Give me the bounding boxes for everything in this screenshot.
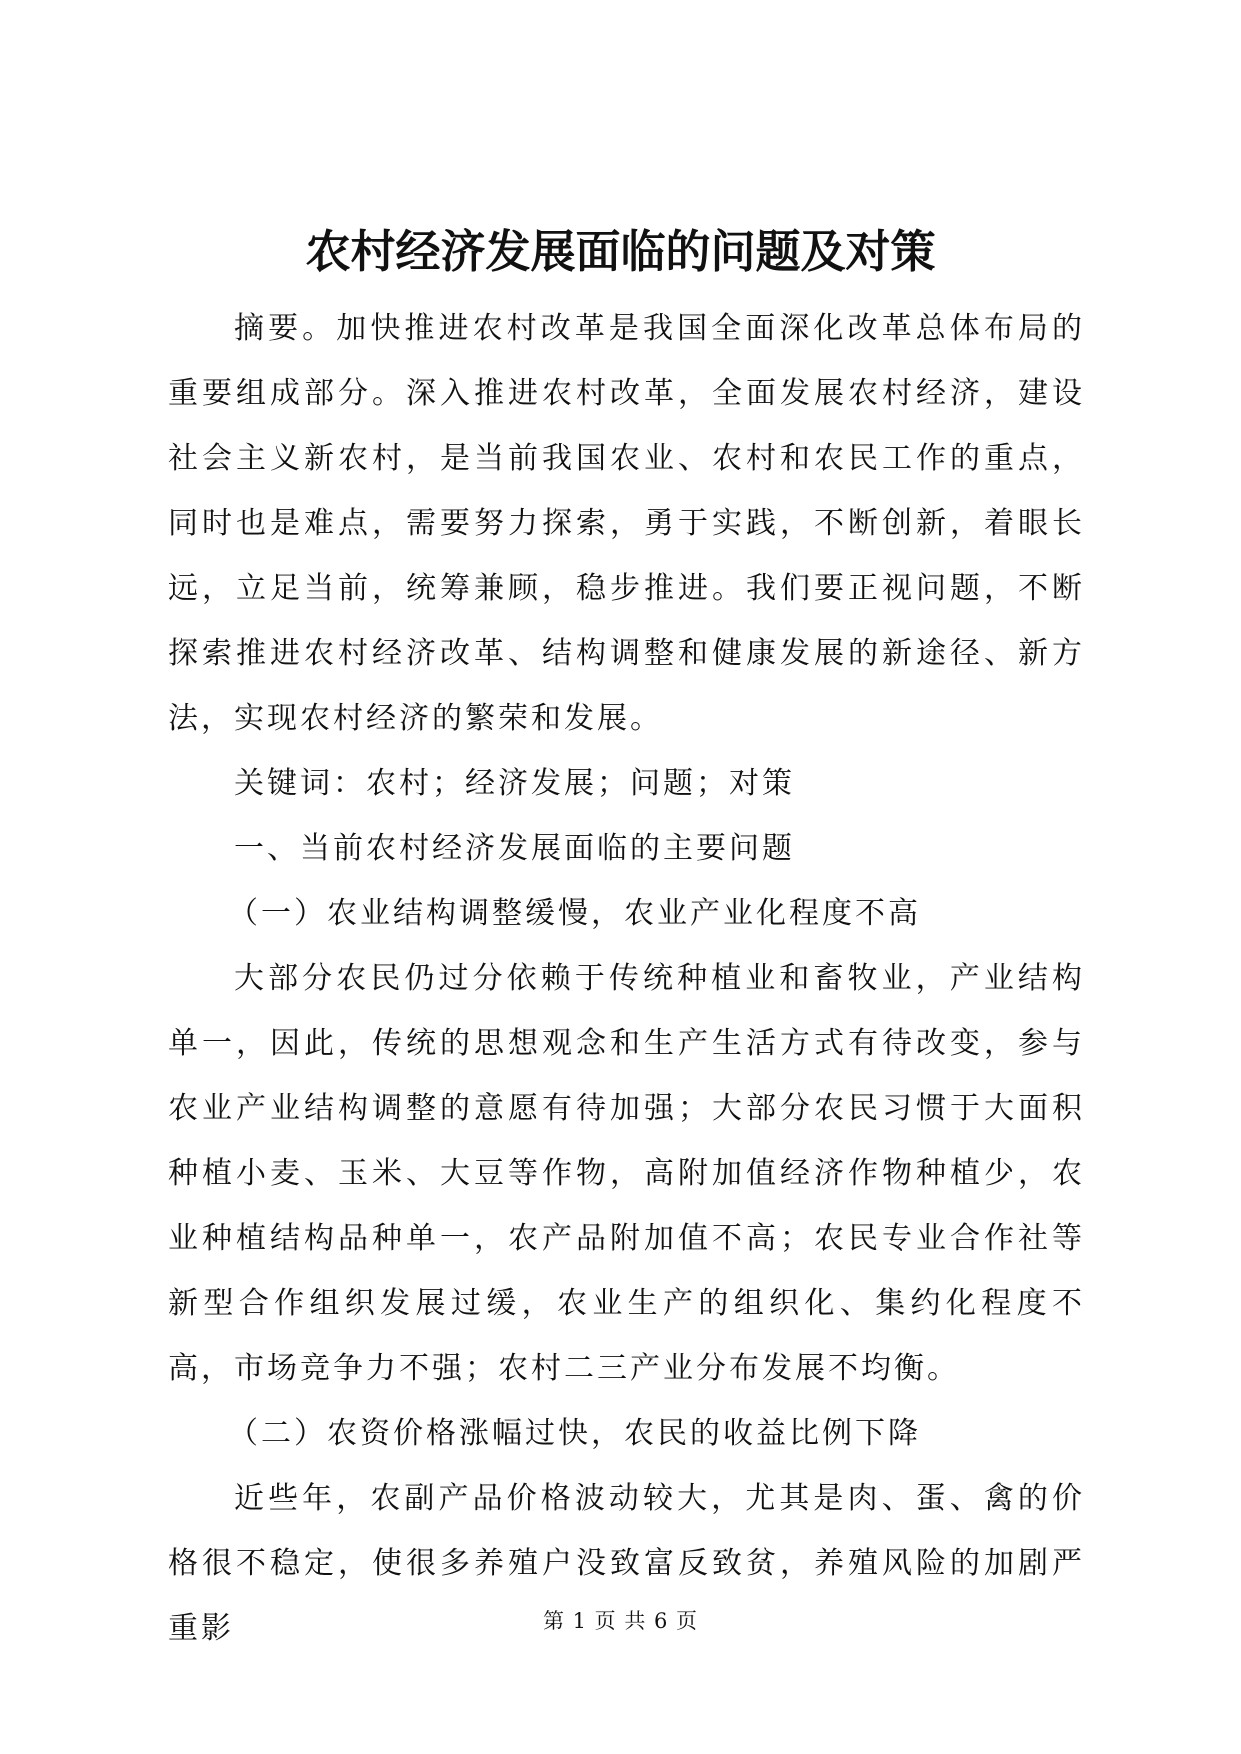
section-heading: 一、当前农村经济发展面临的主要问题 [234, 831, 795, 866]
page-number-footer: 第 1 页 共 6 页 [542, 1609, 699, 1633]
abstract-paragraph: 摘要。加快推进农村改革是我国全面深化改革总体布局的重要组成部分。深入推进农村改革，全面发展农村经济，建设社会主义新农村，是当前我国农业、农村和农民工作的重点，同时也是难点，需要努力探索，勇于实践，不断创新，着眼长远，立足当前，统筹兼顾，稳步推进。我们要正视问题，不断探索推进农村经济改革、结构调整和健康发展的新途径、新方法，实现农村经济的繁荣和发展。 [168, 311, 1085, 736]
body-paragraph: 近些年，农副产品价格波动较大，尤其是肉、蛋、禽的价格很不稳定，使很多养殖户没致富反致贫，养殖风险的加剧严重影 [168, 1481, 1085, 1646]
document-body [168, 296, 1085, 1661]
subsection-heading: （一）农业结构调整缓慢，农业产业化程度不高 [228, 896, 921, 931]
keywords-paragraph: 关键词：农村；经济发展；问题；对策 [234, 766, 795, 801]
subsection-heading: （二）农资价格涨幅过快，农民的收益比例下降 [228, 1416, 921, 1451]
body-paragraph: 大部分农民仍过分依赖于传统种植业和畜牧业，产业结构单一，因此，传统的思想观念和生产生活方式有待改变，参与农业产业结构调整的意愿有待加强；大部分农民习惯于大面积种植小麦、玉米、大豆等作物，高附加值经济作物种植少，农业种植结构品种单一，农产品附加值不高；农民专业合作社等新型合作组织发展过缓，农业生产的组织化、集约化程度不高，市场竞争力不强；农村二三产业分布发展不均衡。 [168, 961, 1085, 1386]
document-title: 农村经济发展面临的问题及对策 [305, 225, 936, 278]
